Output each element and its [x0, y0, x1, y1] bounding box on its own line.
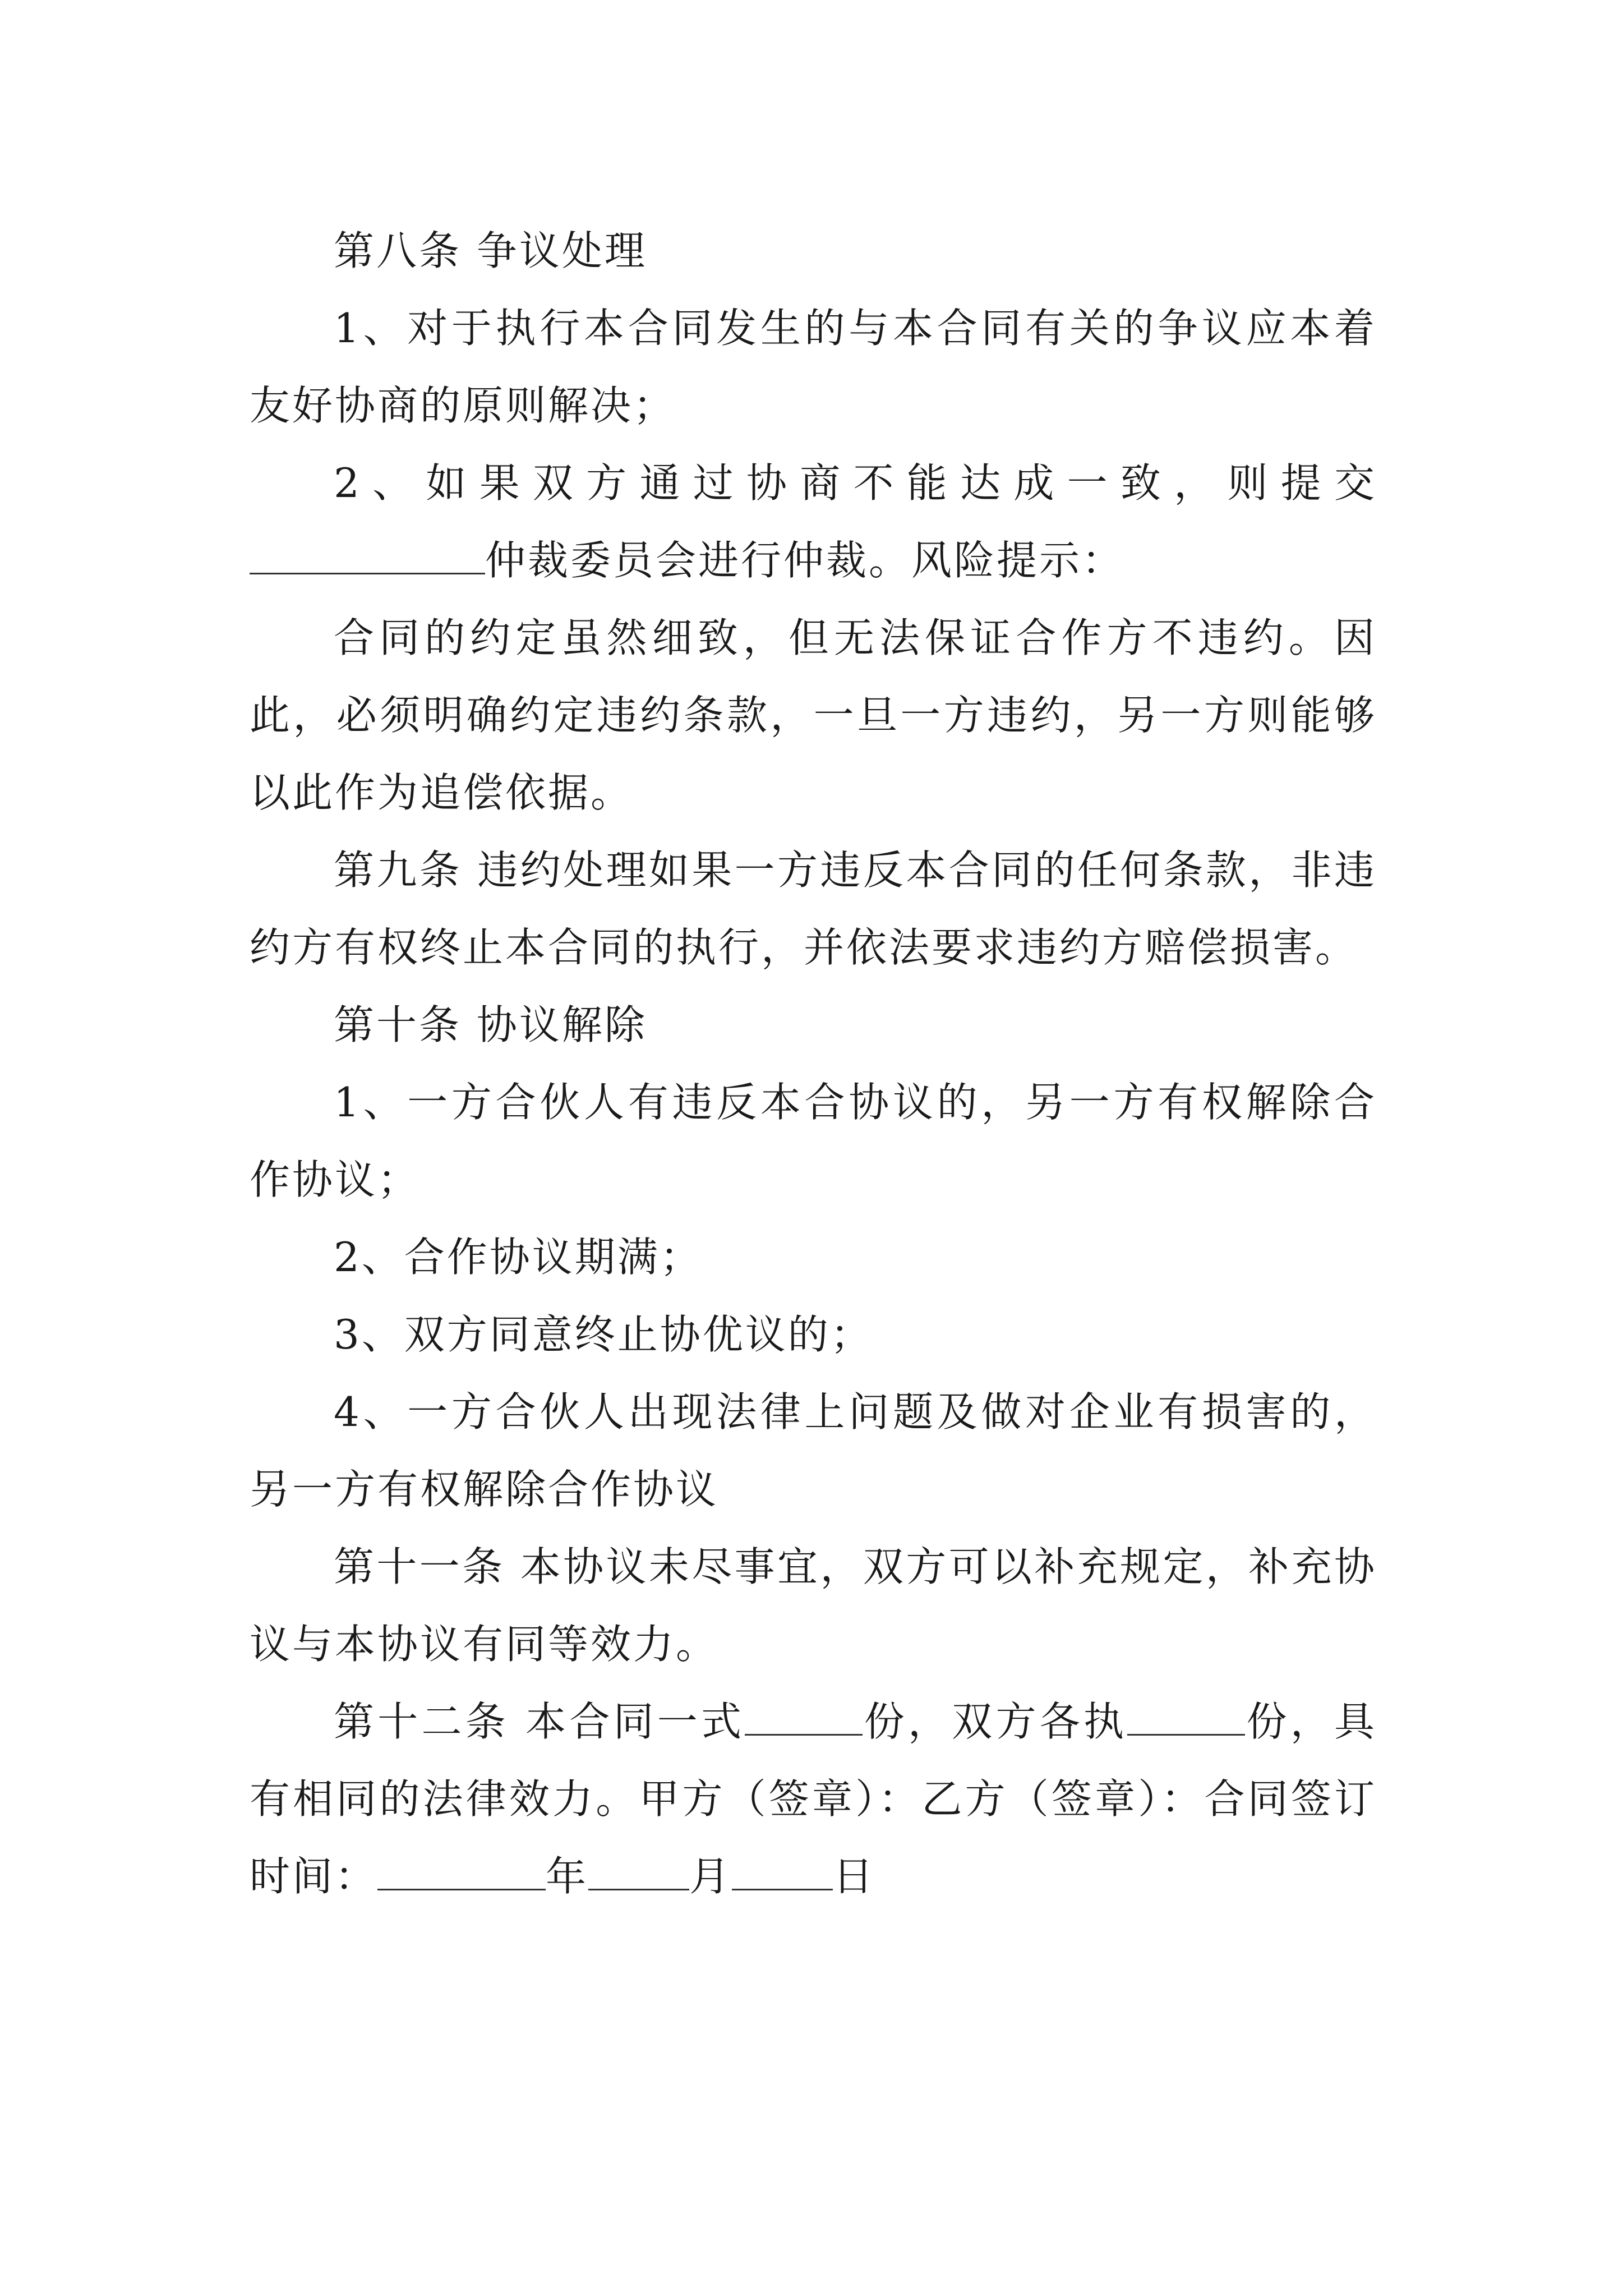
- total-copies-blank[interactable]: [745, 1698, 863, 1736]
- article-10-clause-1-text: 1、一方合伙人有违反本合协议的，另一方有权解除合作协议；: [250, 1079, 1377, 1203]
- article-8-heading-text: 第八条 争议处理: [334, 227, 647, 274]
- article-10-clause-2: [250, 1218, 1377, 1296]
- document-body: [250, 212, 1377, 1915]
- article-9-text: 第九条 违约处理如果一方违反本合同的任何条款，非违约方有权终止本合同的执行，并依法要求违约方赔偿损害。: [250, 846, 1377, 971]
- article-8-clause-1: [250, 289, 1377, 444]
- risk-note-text: 合同的约定虽然细致，但无法保证合作方不违约。因此，必须明确约定违约条款，一旦一方违约，另一方则能够以此作为追偿依据。: [250, 614, 1377, 816]
- year-label: 年: [546, 1853, 589, 1900]
- article-10-clause-2-text: 2、合作协议期满；: [334, 1234, 703, 1281]
- article-10-clause-3-text: 3、双方同意终止协优议的；: [334, 1311, 873, 1358]
- article-10-heading: [250, 986, 1377, 1064]
- article-8-clause-2-text-a: 2、如果双方通过协商不能达成一致，则提交: [334, 459, 1377, 507]
- article-12: [250, 1683, 1377, 1915]
- article-8-clause-2-text-b: 仲裁委员会进行仲裁。风险提示：: [485, 537, 1125, 584]
- article-12-text-a: 第十二条 本合同一式: [334, 1698, 745, 1745]
- sign-month-blank[interactable]: [588, 1853, 689, 1890]
- article-10-clause-3: [250, 1296, 1377, 1373]
- sign-year-blank[interactable]: [377, 1853, 546, 1890]
- day-label: 日: [833, 1853, 876, 1900]
- article-12-text-c: 份，具有相同的法律效力。甲方（签章）：乙方（签章）：合同签订时间：: [250, 1698, 1377, 1900]
- month-label: 月: [689, 1853, 732, 1900]
- article-12-text-b: 份，双方各执: [863, 1698, 1128, 1745]
- article-9: [250, 831, 1377, 986]
- article-8-heading: [250, 212, 1377, 289]
- article-10-heading-text: 第十条 协议解除: [334, 1001, 647, 1048]
- arbitration-committee-blank[interactable]: [250, 537, 485, 574]
- article-11: [250, 1528, 1377, 1683]
- article-10-clause-4-text: 4、一方合伙人出现法律上问题及做对企业有损害的，另一方有权解除合作协议: [250, 1388, 1377, 1513]
- article-8-clause-2: [250, 444, 1377, 599]
- article-10-clause-1: [250, 1064, 1377, 1218]
- article-11-text: 第十一条 本协议未尽事宜，双方可以补充规定，补充协议与本协议有同等效力。: [250, 1543, 1377, 1668]
- article-8-clause-1-text: 1、对于执行本合同发生的与本合同有关的争议应本着友好协商的原则解决；: [250, 305, 1377, 429]
- sign-day-blank[interactable]: [732, 1853, 833, 1890]
- article-10-clause-4: [250, 1373, 1377, 1528]
- risk-note: [250, 599, 1377, 831]
- copies-each-blank[interactable]: [1127, 1698, 1245, 1736]
